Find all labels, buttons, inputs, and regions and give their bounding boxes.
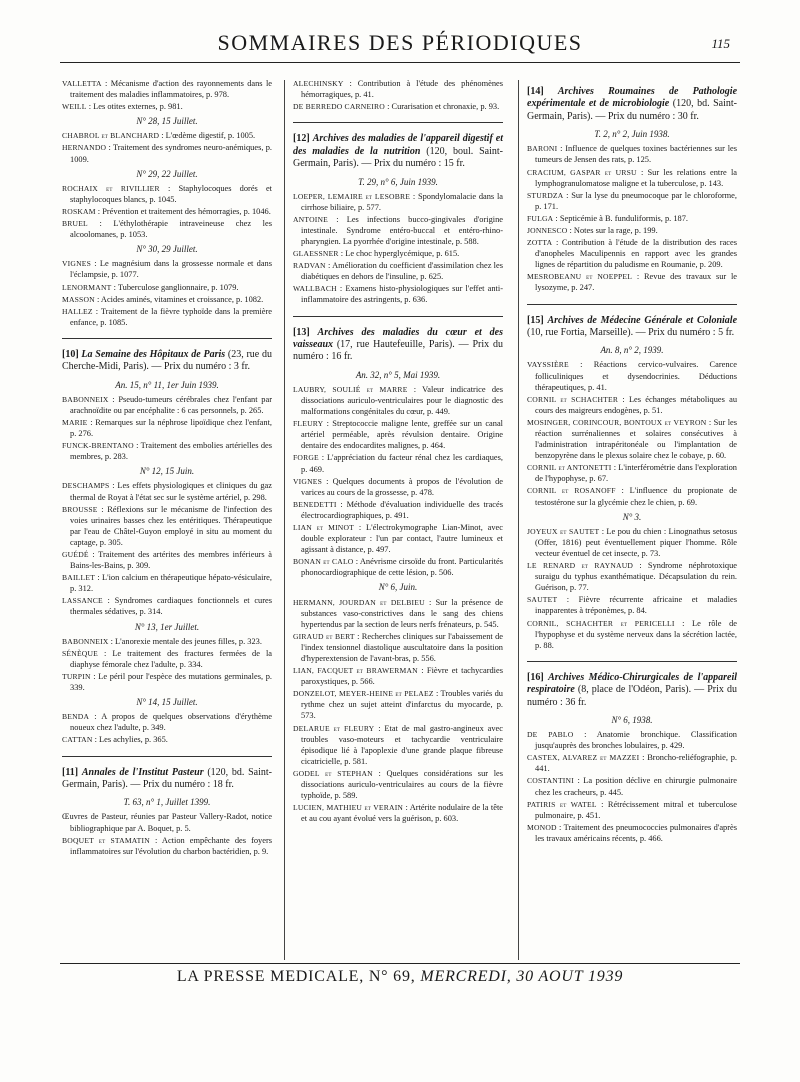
article-title: : Prévention et traitement des hémorragies, p. 1046. (95, 206, 271, 216)
article-title: : Etat de mal gastro-angineux avec troubles vaso-moteurs et tachycardie ventriculaire épisodique lié à l'apoplexie d'une grande plaque fibreuse cicatricielle, p. 581. (301, 723, 503, 766)
article-title: : A propos de quelques observations d'érythème noueux chez l'adulte, p. 349. (70, 712, 272, 733)
article-title: : Traitement de la fièvre typhoïde dans la première enfance, p. 1085. (70, 306, 272, 327)
article-entry (62, 835, 272, 857)
article-title: : Le traitement des fractures fermées de la diaphyse fémorale chez l'adulte, p. 334. (70, 648, 272, 669)
entry-group (62, 394, 272, 463)
article-authors: LAUBRY, SOULIÉ et MARRE (293, 384, 408, 394)
journal-heading (293, 133, 503, 170)
article-entry (62, 101, 272, 112)
article-title: : Septicémie à B. funduliformis, p. 187. (553, 213, 689, 223)
article-title: : Valeur indicatrice des dissociations auriculo-ventriculaires pour le diagnostic des malformations congénitales du cœur, p. 449. (301, 384, 503, 417)
section-rule (62, 756, 272, 757)
article-authors: BONAN et CALO (293, 557, 354, 567)
article-entry (293, 688, 503, 721)
article-authors: VIGNES (293, 476, 323, 486)
article-title: : Quelques documents à propos de l'évolution de varices au cours de la grossesse, p. 478. (301, 476, 503, 497)
entry-group (62, 636, 272, 693)
article-authors: BENDA (62, 712, 90, 722)
article-entry (527, 618, 737, 651)
article-authors: DELARUE et FLEURY (293, 723, 375, 733)
article-authors: ZOTTA (527, 238, 553, 248)
article-entry (293, 248, 503, 259)
article-entry (527, 167, 737, 189)
article-entry (62, 294, 272, 305)
article-title: : Les effets physiologiques et cliniques du gaz thermal de Royat à l'état sec sur le système artériel, p. 298. (70, 481, 272, 502)
article-title: : Streptococcie maligne lente, greffée sur un canal artériel perméable, après révulsion dentaire. Origine dentaire des endocardites malignes, p. 464. (301, 419, 503, 451)
article-title: : Action empêchante des foyers inflammatoires sur l'évolution du charbon bactéridien, p. 9. (70, 835, 272, 856)
issue-heading: T. 2, n° 2, Juin 1938. (594, 129, 670, 140)
journal-number: [16] (527, 671, 544, 683)
article-title: : Broncho-reliéfographie, p. 441. (535, 753, 737, 774)
article-entry (293, 556, 503, 578)
article-title: : Quelques considérations sur les dissociations auriculo-ventriculaires au cours de la fièvre typhoïde, p. 589. (301, 768, 504, 801)
article-authors: MASSON (62, 294, 95, 304)
article-title: : Le péril pour l'espèce des mutations germinales, p. 339. (70, 671, 272, 693)
journal-number: [12] (293, 133, 310, 145)
article-entry (527, 417, 737, 461)
article-authors: BENEDETTI (293, 499, 337, 509)
article-title: : L'ion calcium en thérapeutique hépato-vésiculaire, p. 312. (70, 573, 272, 594)
article-entry (527, 271, 737, 293)
article-authors: LUCIEN, MATHIEU et VERAIN (293, 803, 404, 813)
section-rule (527, 304, 737, 305)
article-authors: MOSINGER, CORINCOUR, BONTOUX et VEYRON (527, 417, 707, 427)
section-rule (293, 316, 503, 317)
journal-heading (62, 349, 272, 374)
article-entry (62, 142, 272, 164)
section-rule (62, 338, 272, 339)
article-title: : Sur les relations entre la lymphogranulomatose maligne et la tuberculose, p. 143. (535, 167, 737, 188)
article-authors: JONNESCO (527, 225, 568, 235)
article-title: : Staphylocoques dorés et staphylocoques blancs, p. 1045. (70, 183, 273, 204)
issue-heading: An. 8, n° 2, 1939. (600, 345, 664, 356)
article-entry (62, 282, 272, 293)
article-entry (62, 417, 272, 439)
article-title: : Les infections bucco-gingivales d'origine intestinale. Syndrome entéro-buccal et entéro-rhino-pharyngien. La pyorrhée d'origine intestinale, p. 588. (301, 214, 503, 246)
article-title: : L'interférométrie dans l'exploration de l'hypophyse, p. 67. (535, 463, 737, 484)
article-title: : Réactions cervico-vulvaires. Carence folliculiniques et dysendocrinies. Déductions thérapeutiques, p. 41. (535, 360, 737, 392)
article-entry (527, 359, 737, 392)
article-title: : L'anorexie mentale des jeunes filles, p. 323. (108, 636, 262, 646)
article-entry (293, 101, 503, 112)
article-title: : L'œdème digestif, p. 1005. (159, 131, 256, 141)
article-title: : Curarisation et chronaxie, p. 93. (384, 102, 500, 112)
article-entry (293, 665, 503, 687)
article-title: : Pseudo-tumeurs cérébrales chez l'enfant par arachnoïdite ou par encéphalite : 6 cas personnels, p. 265. (70, 394, 272, 415)
article-authors: MARIE (62, 417, 88, 427)
article-entry (527, 822, 737, 844)
article-authors: BARONI (527, 144, 558, 154)
article-entry (62, 595, 272, 617)
article-title: : Le magnésium dans la grossesse normale et dans l'éclampsie, p. 1077. (70, 259, 272, 280)
journal-info: (8, place de l'Odéon, Paris). — Prix du numéro : 36 fr. (527, 684, 737, 708)
article-authors: FLEURY (293, 419, 324, 429)
article-entry (62, 206, 272, 217)
article-entry (527, 526, 737, 559)
article-title: : Syndrome néphrotoxique suraigu du typhus exanthématique. Décapsulation du rein. Guérison, p. 77. (535, 561, 737, 593)
article-authors: TURPIN (62, 671, 91, 681)
article-title: : Le rôle de l'hypophyse et du système nerveux dans la sécrétion lactée, p. 88. (535, 618, 737, 650)
journal-name: Archives des maladies de l'appareil digestif et des maladies de la nutrition (293, 133, 504, 157)
article-title: : Contribution à l'étude des phénomènes hémorragiques, p. 41. (301, 79, 503, 100)
article-authors: CATTAN (62, 735, 93, 745)
journal-info: (23, rue du Cherche-Midi, Paris). — Prix du numéro : 3 fr. (62, 348, 272, 373)
article-authors: CORNIL et ANTONETTI (527, 463, 612, 473)
article-entry (293, 418, 503, 451)
column-right (527, 78, 737, 845)
article-entry (527, 190, 737, 212)
journal-name: La Semaine des Hôpitaux de Paris (81, 348, 226, 360)
article-title: Œuvres de Pasteur, réunies par Pasteur Vallery-Radot, notice bibliographique par A. Boquet, p. 5. (62, 812, 272, 833)
article-authors: BABONNEIX (62, 394, 109, 404)
article-title: : Sur la lyse du pneumocoque par le chloroforme, p. 171. (535, 190, 737, 211)
journal-number: [10] (62, 348, 79, 360)
article-entry (293, 499, 503, 521)
article-entry (293, 384, 503, 417)
article-title: : L'éthylothérapie intraveineuse chez les alcoolomanes, p. 1053. (70, 219, 272, 240)
issue-heading: N° 3. (622, 511, 642, 522)
entry-group (62, 480, 272, 617)
article-title: : Amélioration du coefficient d'assimilation chez les diabétiques en dehors de l'insuline, p. 625. (301, 261, 503, 282)
article-authors: STURDZA (527, 190, 564, 200)
article-title: : Troubles variés du rythme chez un sujet atteint d'infarctus du myocarde, p. 573. (301, 689, 503, 721)
article-entry (527, 485, 737, 507)
article-entry (527, 143, 737, 165)
article-authors: CORNIL et ROSANOFF (527, 486, 616, 496)
article-authors: BROUSSE (62, 504, 98, 514)
article-authors: DE BERREDO CARNEIRO (293, 102, 385, 112)
article-authors: SÉNÈQUE (62, 648, 98, 658)
article-authors: HALLEZ (62, 306, 93, 316)
article-entry (527, 237, 737, 270)
article-entry (62, 549, 272, 571)
article-entry (62, 440, 272, 462)
journal-info: (120, bd. Saint-Germain, Paris). — Prix du numéro : 30 fr. (527, 98, 738, 122)
article-title: : Fièvre récurrente africaine et maladies inapparentes à tréponèmes, p. 84. (535, 595, 737, 616)
entry-group (62, 258, 272, 328)
article-title: : Fièvre et tachycardies paroxystiques, p. 566. (301, 666, 503, 687)
article-title: : Artérite nodulaire de la tête et au cou ayant évolué vers la guérison, p. 603. (301, 803, 503, 824)
article-authors: ANTOINE (293, 214, 329, 224)
page-title: SOMMAIRES DES PÉRIODIQUES (217, 30, 583, 55)
article-authors: GODEL et STEPHAN (293, 768, 373, 778)
journal-number: [13] (293, 326, 310, 338)
article-entry (527, 775, 737, 797)
article-entry (62, 130, 272, 141)
article-title: : Mécanisme d'action des rayonnements dans le traitement des maladies inflammatoires, p. 978. (70, 79, 272, 100)
article-title: : Les achylies, p. 365. (92, 735, 168, 745)
article-entry (62, 258, 272, 280)
journal-number: [11] (62, 766, 79, 778)
footer-rule (60, 963, 740, 964)
article-authors: ROCHAIX et RIVILLIER (62, 183, 160, 193)
article-authors: VALLETTA (62, 79, 102, 88)
issue-heading: T. 29, n° 6, Juin 1939. (358, 176, 438, 187)
article-entry (293, 214, 503, 247)
article-authors: RADVAN (293, 261, 326, 271)
article-authors: VAYSSIÈRE (527, 360, 569, 370)
column-middle (293, 78, 503, 825)
article-entry (527, 560, 737, 593)
article-entry (293, 452, 503, 474)
article-entry (293, 191, 503, 213)
article-title: : Sur la présence de substances vaso-constrictives dans le sang des chiens hypertendus par la section de leurs nerfs frénateurs, p. 545. (301, 597, 504, 629)
article-authors: LIAN et MINOT (293, 522, 355, 532)
article-title: : Traitement des embolies artérielles des membres, p. 283. (70, 441, 272, 462)
journal-heading (293, 327, 503, 364)
entry-group (62, 130, 272, 164)
issue-heading: N° 6, 1938. (611, 715, 653, 725)
entry-group (293, 597, 503, 825)
journal-name: Archives Médico-Chirurgicales de l'appareil respiratoire (527, 671, 738, 696)
issue-heading: An. 15, n° 11, 1er Juin 1939. (115, 379, 219, 390)
article-authors: CORNIL, SCHACHTER et PERICELLI (527, 618, 675, 628)
article-authors: FORGE (293, 453, 319, 463)
issue-heading: An. 32, n° 5, Mai 1939. (355, 369, 441, 380)
article-entry (62, 734, 272, 745)
article-authors: DONZELOT, MEYER-HEINE et PELAEZ (293, 689, 434, 699)
article-authors: WALLBACH (293, 284, 337, 294)
article-authors: MONOD (527, 822, 557, 832)
entry-group (293, 384, 503, 579)
column-left (62, 78, 272, 858)
article-entry (293, 597, 503, 630)
article-authors: BOQUET et STAMATIN (62, 835, 150, 845)
article-title: : Traitement des artérites des membres inférieurs à Bains-les-Bains, p. 309. (70, 550, 272, 571)
article-entry (62, 480, 272, 502)
article-title: : Remarques sur la néphrose lipoïdique chez l'enfant, p. 276. (70, 417, 272, 439)
article-authors: BABONNEIX (62, 636, 109, 646)
article-title: : Les échanges métaboliques au cours des maigreurs endogènes, p. 51. (535, 394, 738, 415)
article-authors: FUNCK-BRENTANO (62, 441, 134, 451)
journal-heading (527, 86, 737, 123)
article-authors: LENORMANT (62, 282, 112, 292)
article-authors: BRUEL (62, 219, 88, 229)
journal-info: (120, bd. Saint-Germain, Paris). — Prix du numéro : 18 fr. (62, 766, 273, 790)
journal-number: [15] (527, 314, 544, 326)
article-entry (293, 802, 503, 824)
article-title: : Le choc hyperglycémique, p. 615. (338, 249, 460, 259)
article-authors: GLAESSNER (293, 249, 339, 259)
entry-group (293, 78, 503, 112)
article-entry (527, 729, 737, 751)
article-entry (527, 752, 737, 774)
article-authors: HERMANN, JOURDAN et DELBIEU (293, 597, 425, 607)
article-title: : Traitement des pneumococcies pulmonaires d'après les travaux américains récents, p. 466. (535, 822, 737, 843)
section-rule (293, 122, 503, 123)
article-authors: VIGNES (62, 259, 92, 269)
footer-publication: LA PRESSE MEDICALE, N° 69, (176, 968, 421, 985)
page-footer (60, 968, 740, 986)
article-title: : L'appréciation du facteur rénal chez les cardiaques, p. 469. (301, 453, 503, 474)
journal-info: (120, boul. Saint-Germain, Paris). — Prix du numéro : 15 fr. (293, 145, 503, 170)
article-authors: ALECHINSKY (293, 79, 344, 88)
article-entry (62, 648, 272, 670)
column-divider (284, 80, 285, 960)
article-authors: ROSKAM (62, 206, 96, 216)
article-entry (527, 225, 737, 236)
article-entry (293, 768, 503, 801)
article-title: : Les otites externes, p. 981. (86, 102, 183, 112)
entry-group (527, 359, 737, 507)
entry-group (62, 183, 272, 240)
article-authors: PATIRIS et WATEL (527, 799, 597, 809)
article-authors: DESCHAMPS (62, 481, 110, 491)
article-entry (62, 394, 272, 416)
entry-group (527, 143, 737, 293)
article-entry (62, 572, 272, 594)
journal-info: (17, rue Hautefeuille, Paris). — Prix du numéro : 16 fr. (293, 338, 503, 363)
article-title: : Traitement des syndromes neuro-anémiques, p. 1009. (70, 143, 272, 164)
article-authors: LIAN, FACQUET et BRAWERMAN (293, 666, 418, 676)
article-authors: MESROBEANU et NOEPPEL (527, 272, 633, 282)
article-title: : Notes sur la rage, p. 199. (567, 225, 658, 235)
entry-group (62, 711, 272, 745)
journal-name: Archives des maladies du cœur et des vaisseaux (293, 326, 503, 350)
article-title: : Anatomie bronchique. Classification jusqu'auprès des bronches lobulaires, p. 429. (535, 730, 737, 751)
article-title: : L'influence du propionate de testostérone sur la glycémie chez le chien, p. 69. (535, 486, 737, 507)
article-title: : Le pou du chien : Linognathus setosus (Offer, 1816) peut éventuellement piquer l'homme. Rôle vecteur éventuel de cet insecte, p. 73. (535, 526, 737, 558)
article-authors: FULGA (527, 213, 554, 223)
article-entry (293, 476, 503, 498)
article-authors: CRACIUM, GASPAR et URSU (527, 167, 637, 177)
issue-heading: N° 12, 15 Juin. (139, 466, 195, 477)
journal-heading (527, 672, 737, 709)
article-title: : Anévrisme cirsoïde du front. Particularités phonocardiographique de cette lésion, p. 506. (301, 557, 503, 578)
column-divider (518, 80, 519, 960)
article-authors: LE RENARD et RAYNAUD (527, 561, 634, 571)
entry-group (62, 78, 272, 112)
article-title: : Contribution à l'étude de la distribution des races d'anopheles Maculipennis en rapport avec les grandes lignes de répartition du paludisme en Roumanie, p. 209. (535, 238, 737, 270)
article-authors: GIRAUD et BERT (293, 631, 355, 641)
entry-group (527, 729, 737, 844)
issue-heading: N° 13, 1er Juillet. (134, 621, 200, 632)
footer-date: MERCREDI, 30 AOUT 1939 (420, 968, 624, 985)
article-title: : La position déclive en chirurgie pulmonaire chez les cracheurs, p. 445. (535, 776, 737, 797)
article-authors: BAILLET (62, 573, 96, 583)
article-entry (527, 594, 737, 616)
page-number: 115 (711, 36, 730, 51)
journal-info: (10, rue Fortia, Marseille). — Prix du numéro : 5 fr. (527, 326, 735, 338)
article-authors: HERNANDO (62, 143, 107, 153)
page-header (60, 30, 740, 60)
issue-heading: T. 63, n° 1, Juillet 1399. (123, 797, 211, 808)
issue-heading: N° 30, 29 Juillet. (136, 244, 198, 255)
article-entry (62, 218, 272, 240)
article-title: : Sur les réaction surrénaliennes et solaires consécutives à l'administration intrapéritonéale ou l'implantation de benzopyrène dans le plexus solaire chez le cobaye, p. 60. (535, 417, 737, 461)
article-title: : Revue des travaux sur le lysozyme, p. 247. (535, 272, 737, 293)
article-authors: GUÉDÉ (62, 550, 89, 559)
article-entry (293, 631, 503, 664)
issue-heading: N° 29, 22 Juillet. (136, 168, 198, 179)
entry-group (62, 811, 272, 856)
article-title: : Réflexions sur le mécanisme de l'infection des voies urinaires basses chez les entéritiques. Thérapeutique par l'eau de Châtel-Guyon employé in situ au moment du captage, p. 305. (70, 504, 272, 547)
article-title: : Spondylomalacie dans la cirrhose biliaire, p. 577. (301, 191, 503, 212)
article-authors: CORNIL et SCHACHTER (527, 394, 619, 404)
article-title: : Recherches cliniques sur l'abaissement de l'index tensionnel diastolique auscultatoire dans la position d'hyperextension de l'avant-bras, p. 556. (301, 631, 503, 663)
article-entry (527, 462, 737, 484)
journal-name: Annales de l'Institut Pasteur (81, 766, 204, 778)
article-entry (293, 522, 503, 555)
article-entry (527, 799, 737, 821)
article-entry (62, 711, 272, 733)
article-authors: COSTANTINI (527, 776, 574, 786)
issue-heading: N° 28, 15 Juillet. (136, 116, 198, 127)
article-authors: CHABROL et BLANCHARD (62, 131, 160, 141)
article-title: : Tuberculose ganglionnaire, p. 1079. (111, 282, 239, 292)
article-authors: LASSANCE (62, 596, 103, 606)
article-entry (293, 283, 503, 305)
article-authors: DE PABLO (527, 730, 574, 740)
issue-heading: N° 6, Juin. (378, 582, 418, 593)
article-entry (293, 723, 503, 767)
article-entry (62, 636, 272, 647)
journal-number: [14] (527, 86, 544, 97)
article-entry (62, 671, 272, 693)
article-authors: SAUTET (527, 595, 558, 605)
article-title: : Méthode d'évaluation individuelle des tracés électrocardiographiques, p. 491. (301, 499, 503, 520)
article-entry (62, 504, 272, 548)
article-entry (62, 183, 272, 205)
article-authors: WEILL (62, 102, 87, 112)
article-entry (527, 394, 737, 416)
issue-heading: N° 14, 15 Juillet. (136, 697, 198, 708)
article-title: : Syndromes cardiaques fonctionnels et cures thermales sédatives, p. 314. (70, 596, 272, 617)
article-entry (293, 78, 503, 100)
journal-name: Archives Roumaines de Pathologie expérimentale et de microbiologie (527, 86, 738, 110)
entry-group (293, 191, 503, 306)
article-title: : Influence de quelques toxines bactériennes sur les tumeurs de Jensen des rats, p. 125. (535, 144, 737, 165)
entry-group (527, 526, 737, 651)
section-rule (527, 661, 737, 662)
journal-heading (527, 315, 737, 340)
article-entry (527, 213, 737, 224)
article-title: : Acides aminés, vitamines et croissance, p. 1082. (94, 294, 264, 304)
header-rule (60, 62, 740, 63)
article-title: : Examens histo-physiologiques sur l'effet anti-inflammatoire des astringents, p. 636. (301, 284, 503, 305)
journal-heading (62, 767, 272, 792)
article-entry (62, 306, 272, 328)
article-authors: LOEPER, LEMAIRE et LESOBRE (293, 191, 411, 201)
article-authors: JOYEUX et SAUTET (527, 526, 600, 536)
journal-name: Archives de Médecine Générale et Coloniale (547, 314, 738, 326)
article-entry (62, 811, 272, 833)
article-title: : L'électrokymographe Lian-Minot, avec double explorateur : l'un par contact, l'autre lumineux et agissant à distance, p. 497. (301, 522, 503, 555)
article-title: : Rétrécissement mitral et tuberculose pulmonaire, p. 451. (535, 799, 737, 820)
article-entry (293, 260, 503, 282)
article-authors: CASTEX, ALVAREZ et MAZZEI (527, 753, 640, 763)
article-entry (62, 78, 272, 100)
